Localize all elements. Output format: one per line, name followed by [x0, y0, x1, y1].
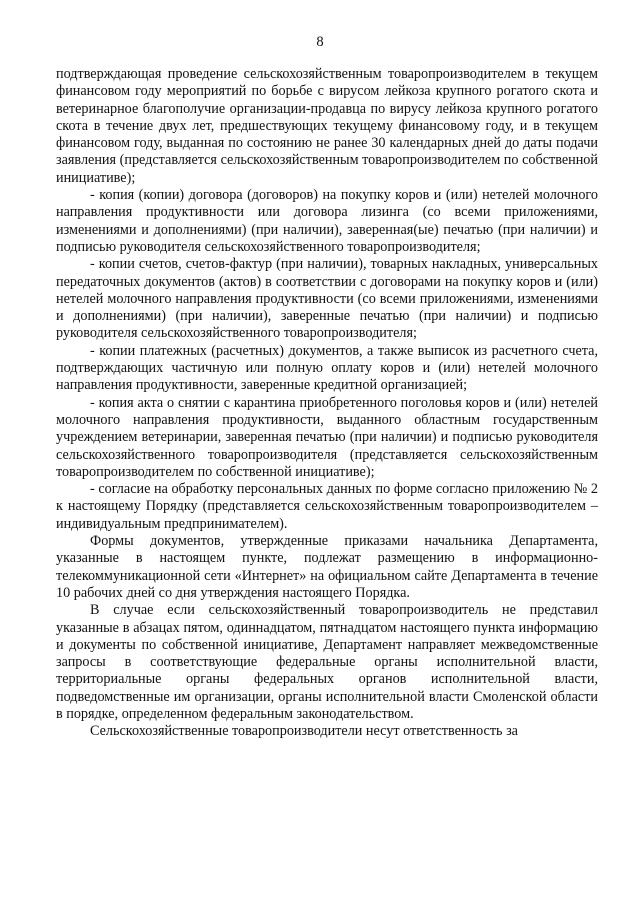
page-number: 8 — [316, 34, 324, 50]
paragraph-invoice-copies: - копии счетов, счетов-фактур (при наличии), товарных накладных, универсальных передаточных документов (актов) в соответствии с договорами на покупку коров и (или) нетелей молочного направления продуктивности (со всеми приложениями, изменениями и дополнениями) (при наличии), заверенные печатью (при наличии) и подписью руководителя сельскохозяйственного товаропроизводителя; — [56, 256, 598, 342]
paragraph-personal-data-consent: - согласие на обработку персональных данных по форме согласно приложению № 2 к настоящему Порядку (представляется сельскохозяйственным товаропроизводителем – индивидуальным предпринимателем). — [56, 481, 598, 532]
paragraph-certificate-continuation: подтверждающая проведение сельскохозяйственным товаропроизводителем в текущем финансовом году мероприятий по борьбе с вирусом лейкоза крупного рогатого скота и ветеринарное благополучие организации-продавца по вирусу лейкоза крупного рогатого скота в течение двух лет, предшествующих текущему финансовому году, и в текущем финансовом году, выданная по состоянию не ранее 30 календарных дней до даты подачи заявления (представляется сельскохозяйственным товаропроизводителем по собственной инициативе); — [56, 66, 598, 186]
paragraph-document-forms: Формы документов, утвержденные приказами начальника Департамента, указанные в настоящем пункте, подлежат размещению в информационно-телекоммуникационной сети «Интернет» на официальном сайте Департамента в течение 10 рабочих дней со дня утверждения настоящего Порядка. — [56, 533, 598, 601]
paragraph-contract-copy: - копия (копии) договора (договоров) на покупку коров и (или) нетелей молочного направления продуктивности или договора лизинга (со всеми приложениями, изменениями и дополнениями) (при наличии), заверенная(ые) печатью (при наличии) и подписью руководителя сельскохозяйственного товаропроизводителя; — [56, 187, 598, 255]
paragraph-interagency-requests: В случае если сельскохозяйственный товаропроизводитель не представил указанные в абзацах пятом, одиннадцатом, пятнадцатом настоящего пункта информацию и документы по собственной инициативе, Департамент направляет межведомственные запросы в соответствующие федеральные органы исполнительной власти, территориальные органы федеральных органов исполнительной власти, подведомственные им организации, органы исполнительной власти Смоленской области в порядке, определенном федеральным законодательством. — [56, 602, 598, 722]
paragraph-quarantine-act: - копия акта о снятии с карантина приобретенного поголовья коров и (или) нетелей молочного направления продуктивности, выданного областным государственным учреждением ветеринарии, заверенная печатью (при наличии) и подписью руководителя сельскохозяйственного товаропроизводителя (представляется сельскохозяйственным товаропроизводителем по собственной инициативе); — [56, 394, 598, 480]
paragraph-payment-documents: - копии платежных (расчетных) документов, а также выписок из расчетного счета, подтверждающих частичную или полную оплату коров и (или) нетелей молочного направления продуктивности, заверенные кредитной организацией; — [56, 342, 598, 394]
paragraph-responsibility: Сельскохозяйственные товаропроизводители несут ответственность за — [90, 723, 518, 740]
document-body — [56, 66, 598, 741]
